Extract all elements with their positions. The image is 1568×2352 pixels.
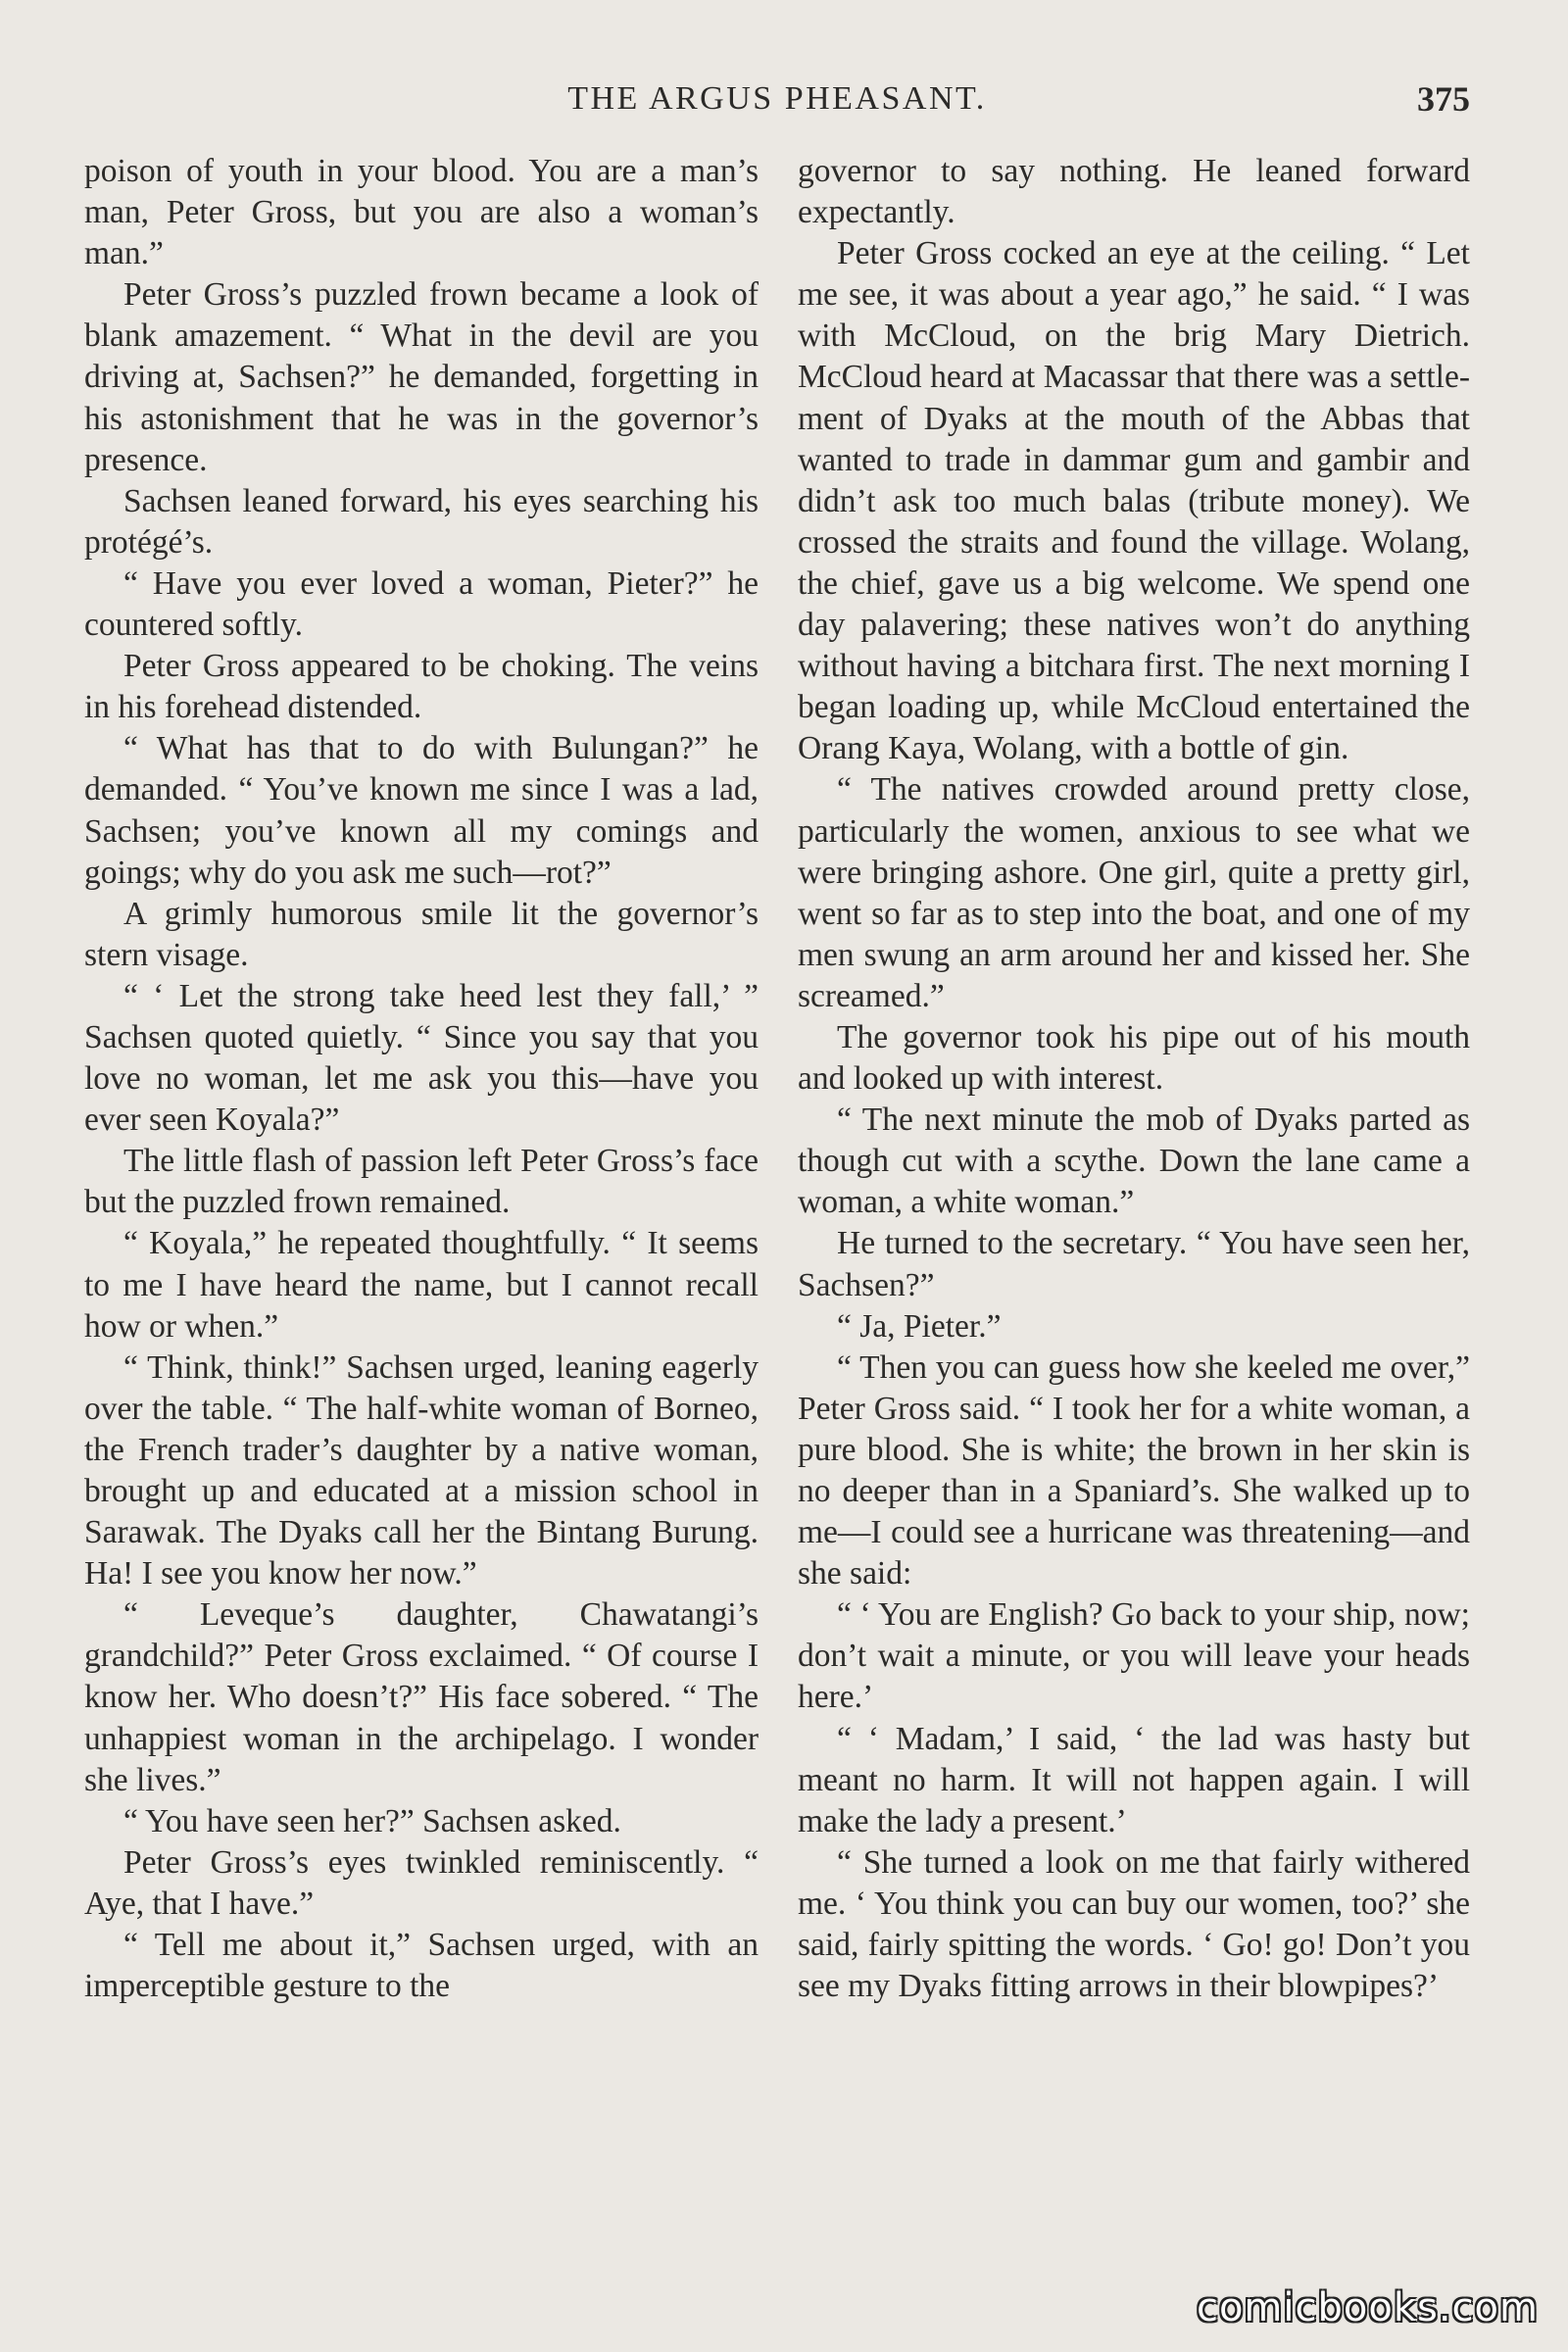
paragraph: He turned to the secretary. “ You have seen her, Sachsen?” [798, 1225, 1470, 1303]
paragraph: “ The next minute the mob of Dyaks parted as though cut with a scythe. Down the lane came a woman, a white woman.” [798, 1102, 1470, 1221]
paragraph: “ ‘ You are English? Go back to your ship, now; don’t wait a minute, or you will leave your heads here.’ [798, 1596, 1470, 1716]
paragraph: The governor took his pipe out of his mouth and looked up with interest. [798, 1018, 1470, 1098]
page-number: 375 [1417, 79, 1470, 119]
paragraph: “ Then you can guess how she keeled me over,” Peter Gross said. “ I took her for a white woman, a pure blood. She is white; the brown in her skin is no deeper than in a Spaniard’s. She walked up to me—I could see a hurricane was threatening—and she said: [798, 1348, 1470, 1592]
paragraph: “ ‘ Let the strong take heed lest they fall,’ ” Sachsen quoted quietly. “ Since you say that you love no woman, let me ask you this—have you ever seen Koyala?” [84, 977, 759, 1139]
paragraph: “ Leveque’s daughter, Chawatangi’s grandchild?” Peter Gross exclaimed. “ Of course I know her. Who doesn’t?” His face sobered. “ The unhappiest woman in the archipelago. I wonder she lives.” [84, 1596, 759, 1798]
paragraph: “ The natives crowded around pretty close, particularly the women, anxious to see what we were bringing ashore. One girl, quite a pretty girl, went so far as to step into the boat, and one of my men swung an arm around her and kissed her. She screamed.” [798, 771, 1470, 1014]
left-column [84, 151, 759, 2007]
paragraph: A grimly humorous smile lit the governor’s stern visage. [84, 895, 759, 973]
paragraph: Peter Gross’s puzzled frown became a look of blank amazement. “ What in the devil are you driving at, Sachsen?” he demanded, forgetting in his astonishment that he was in the governor’s presence. [84, 276, 759, 478]
paragraph: governor to say nothing. He leaned forward expectantly. [798, 153, 1470, 231]
paragraph: “ ‘ Madam,’ I said, ‘ the lad was hasty but meant no harm. It will not happen again. I will make the lady a present.’ [798, 1720, 1470, 1839]
paragraph: “ Ja, Pieter.” [837, 1307, 1002, 1345]
paragraph: “ Think, think!” Sachsen urged, leaning eagerly over the table. “ The half-white woman of Borneo, the French trader’s daughter by a native woman, brought up and educated at a mission school in Sarawak. The Dyaks call her the Bintang Burung. Ha! I see you know her now.” [84, 1348, 759, 1592]
paragraph: Peter Gross’s eyes twinkled reminiscently. “ Aye, that I have.” [84, 1843, 759, 1922]
paragraph: “ What has that to do with Bulungan?” he demanded. “ You’ve known me since I was a lad, Sachsen; you’ve known all my comings and goings; why do you ask me such—rot?” [84, 730, 759, 891]
right-column [798, 151, 1470, 2007]
paragraph: “ You have seen her?” Sachsen asked. [123, 1802, 621, 1839]
paragraph: “ Koyala,” he repeated thoughtfully. “ It seems to me I have heard the name, but I cannot recall how or when.” [84, 1225, 759, 1345]
paragraph: “ Have you ever loved a woman, Pieter?” he countered softly. [84, 564, 759, 644]
paragraph: “ Tell me about it,” Sachsen urged, with an imperceptible gesture to the [84, 1927, 759, 2005]
running-header [84, 76, 1470, 125]
paragraph: Peter Gross appeared to be choking. The veins in his forehead distended. [84, 648, 759, 726]
paragraph: poison of youth in your blood. You are a man’s man, Peter Gross, but you are also a woman’s man.” [84, 153, 759, 272]
running-title: THE ARGUS PHEASANT. [567, 80, 987, 117]
paragraph: “ She turned a look on me that fairly withered me. ‘ You think you can buy our women, too?’ she said, fairly spitting the words. ‘ Go! go! Don’t you see my Dyaks fitting arrows in their blowpipes?’ [798, 1843, 1470, 2005]
paragraph: The little flash of passion left Peter Gross’s face but the puzzled frown remained. [84, 1143, 759, 1221]
watermark: comicbooks.com [1196, 2285, 1539, 2330]
paragraph: Sachsen leaned forward, his eyes searching his protégé’s. [84, 482, 759, 561]
paragraph: Peter Gross cocked an eye at the ceiling. “ Let me see, it was about a year ago,” he said. “ I was with McCloud, on the brig Mary Dietrich. McCloud heard at Macassar that there was a settlement of Dyaks at the mouth of the Abbas that wanted to trade in dammar gum and gambir and didn’t ask too much balas (tribute money). We crossed the straits and found the village. Wolang, the chief, gave us a big welcome. We spend one day palavering; these natives won’t do anything without having a bitchara first. The next morning I began loading up, while McCloud entertained the Orang Kaya, Wolang, with a bottle of gin. [798, 235, 1470, 767]
